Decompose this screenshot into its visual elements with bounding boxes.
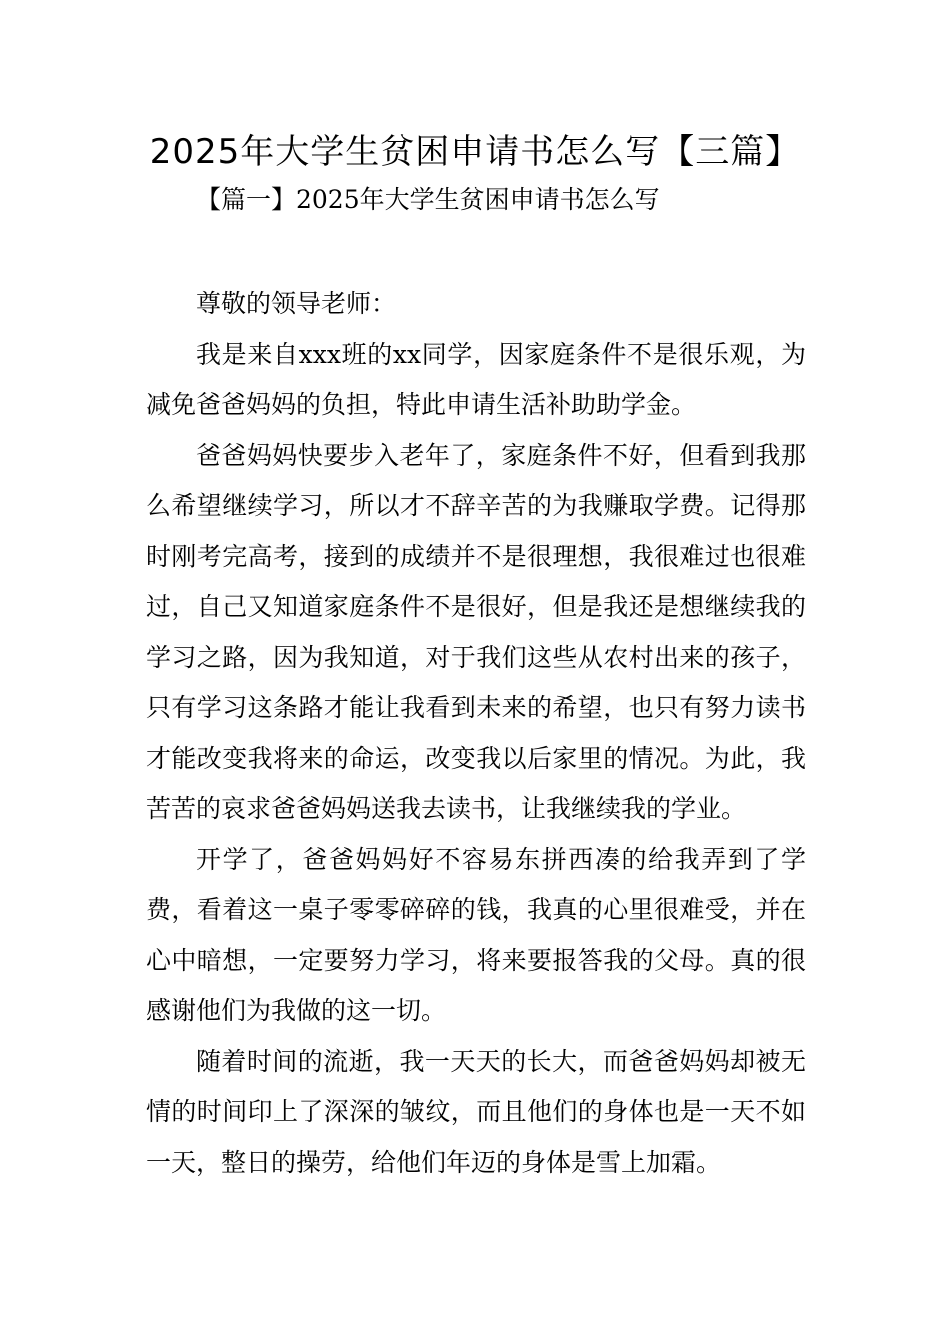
letter-body (146, 279, 806, 1188)
section-heading: 【篇一】2025年大学生贫困申请书怎么写 (196, 185, 660, 214)
paragraph-4: 随着时间的流逝，我一天天的长大，而爸爸妈妈却被无情的时间印上了深深的皱纹，而且他们的身体也是一天不如一天，整日的操劳，给他们年迈的身体是雪上加霜。 (146, 1046, 806, 1177)
paragraph-1: 我是来自xxx班的xx同学，因家庭条件不是很乐观，为减免爸爸妈妈的负担，特此申请生活补助助学金。 (146, 339, 806, 419)
paragraph-3: 开学了，爸爸妈妈好不容易东拼西凑的给我弄到了学费，看着这一桌子零零碎碎的钱，我真的心里很难受，并在心中暗想，一定要努力学习，将来要报答我的父母。真的很感谢他们为我做的这一切。 (146, 844, 806, 1025)
salutation: 尊敬的领导老师： (196, 289, 397, 318)
paragraph-2: 爸爸妈妈快要步入老年了，家庭条件不好，但看到我那么希望继续学习，所以才不辞辛苦的为我赚取学费。记得那时刚考完高考，接到的成绩并不是很理想，我很难过也很难过，自己又知道家庭条件不是很好，但是我还是想继续我的学习之路，因为我知道，对于我们这些从农村出来的孩子，只有学习这条路才能让我看到未来的希望，也只有努力读书才能改变我将来的命运，改变我以后家里的情况。为此，我苦苦的哀求爸爸妈妈送我去读书，让我继续我的学业。 (146, 440, 806, 823)
document-title: 2025年大学生贫困申请书怎么写【三篇】 (149, 132, 801, 172)
